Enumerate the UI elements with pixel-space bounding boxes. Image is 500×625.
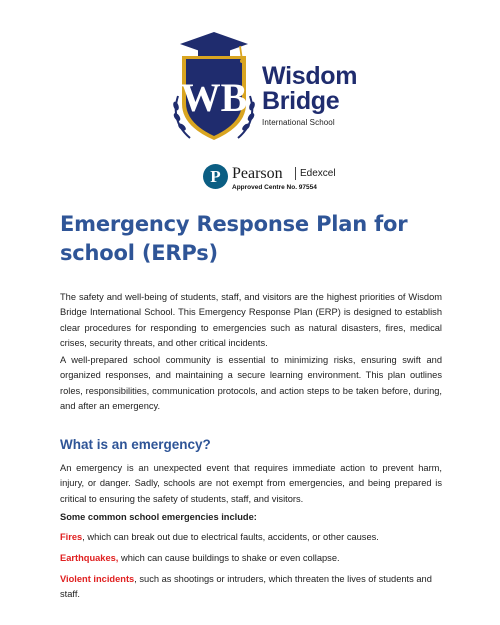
intro-paragraph-2: A well-prepared school community is essential to minimizing risks, ensuring swift and organized responses, and maintaining a secure learning environment. This plan outlines roles, responsibilities, communication protocols, and action steps to be taken before, during, and after an emergency.	[60, 355, 442, 411]
pearson-qualifier: Edexcel	[300, 168, 336, 179]
emergency-text: which can cause buildings to shake or even collapse.	[118, 553, 340, 563]
brand-subtitle: International School	[262, 118, 335, 127]
emergency-term: Earthquakes,	[60, 553, 119, 563]
emergency-term: Violent incidents	[60, 574, 135, 584]
intro-paragraph-1: The safety and well-being of students, staff, and visitors are the highest priorities of Wisdom Bridge International School. This Emergency Response Plan (ERP) is designed to establish clear procedures for responding to emergencies such as natural disasters, fires, medical crises, security threats, and other critical incidents.	[60, 292, 442, 348]
list-item	[60, 551, 442, 566]
school-logo	[168, 26, 388, 151]
graduation-cap-shield-icon	[168, 26, 260, 148]
list-item	[60, 530, 442, 545]
emergency-term: Fires	[60, 532, 83, 542]
pearson-divider	[295, 167, 296, 180]
section-heading: What is an emergency?	[60, 437, 211, 452]
brand-name	[262, 64, 357, 127]
pearson-p-icon	[203, 164, 228, 189]
emergency-text: , which can break out due to electrical faults, accidents, or other causes.	[82, 532, 379, 542]
pearson-badge	[203, 163, 363, 193]
brand-line-2: Bridge	[262, 87, 340, 115]
document-title: Emergency Response Plan for school (ERPs)	[60, 212, 408, 265]
approved-centre: Approved Centre No. 97554	[232, 184, 317, 191]
brand-line-1: Wisdom	[262, 62, 358, 90]
emergency-text: , such as shootings or intruders, which threaten the lives of students and staff.	[60, 574, 432, 600]
list-item	[60, 572, 442, 603]
pearson-name: Pearson	[232, 165, 283, 182]
definition-paragraph: An emergency is an unexpected event that requires immediate action to prevent harm, injury, or danger. Sadly, schools are not exempt from emergencies, and being prepared is critical to ensuring the safety of students, staff, and visitors.	[60, 463, 442, 504]
list-heading: Some common school emergencies include:	[60, 512, 257, 522]
svg-text:P: P	[210, 167, 221, 186]
crest-monogram: WB	[180, 75, 248, 120]
